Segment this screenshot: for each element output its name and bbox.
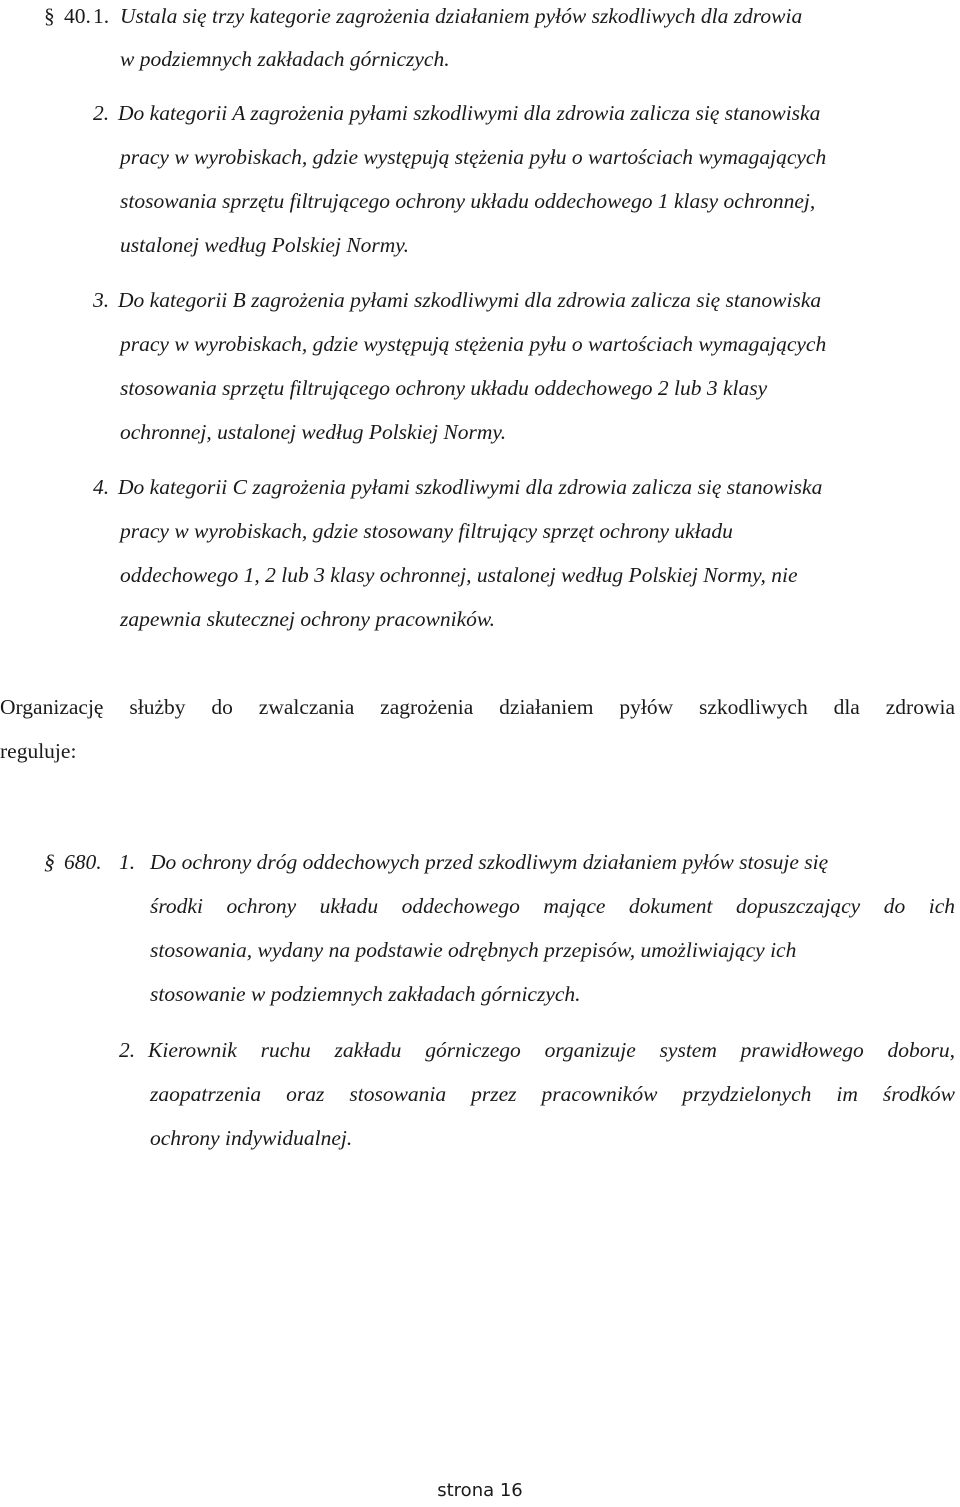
text-line: Do ochrony dróg oddechowych przed szkodliwym działaniem pyłów stosuje się: [150, 850, 829, 874]
section-symbol: §: [44, 850, 55, 874]
text-line: środki ochrony układu oddechowego mające dokument dopuszczający do ich: [150, 894, 955, 918]
text-line: Do kategorii B zagrożenia pyłami szkodliwymi dla zdrowia zalicza się stanowiska: [118, 288, 822, 312]
page-number: strona 16: [437, 1480, 523, 1501]
text-line: Do kategorii A zagrożenia pyłami szkodliwymi dla zdrowia zalicza się stanowiska: [118, 101, 821, 125]
text-line: oddechowego 1, 2 lub 3 klasy ochronnej, ustalonej według Polskiej Normy, nie: [120, 563, 798, 587]
section-number: 40.: [64, 4, 91, 28]
paragraph-number: 2.: [119, 1038, 136, 1062]
text-line: Do kategorii C zagrożenia pyłami szkodliwymi dla zdrowia zalicza się stanowiska: [118, 475, 823, 499]
section-symbol: §: [44, 4, 55, 28]
text-line: ochrony indywidualnej.: [150, 1126, 353, 1150]
text-line: stosowania, wydany na podstawie odrębnych przepisów, umożliwiający ich: [150, 938, 797, 962]
heading-line: reguluje:: [0, 739, 77, 763]
text-line: Kierownik ruchu zakładu górniczego organizuje system prawidłowego doboru,: [148, 1038, 955, 1062]
text-line: stosowania sprzętu filtrującego ochrony układu oddechowego 2 lub 3 klasy: [120, 376, 768, 400]
text-line: pracy w wyrobiskach, gdzie występują stężenia pyłu o wartościach wymagających: [120, 332, 827, 356]
section-number: 680.: [64, 850, 102, 874]
paragraph-number: 2.: [93, 101, 110, 125]
text-line: stosowanie w podziemnych zakładach górniczych.: [150, 982, 581, 1006]
paragraph-number: 1.: [93, 4, 110, 28]
paragraph-number: 4.: [93, 475, 110, 499]
heading-line: Organizację służby do zwalczania zagrożenia działaniem pyłów szkodliwych dla zdrowia: [0, 695, 955, 719]
text-line: stosowania sprzętu filtrującego ochrony układu oddechowego 1 klasy ochronnej,: [120, 189, 816, 213]
text-line: ochronnej, ustalonej według Polskiej Normy.: [120, 420, 507, 444]
text-line: ustalonej według Polskiej Normy.: [120, 233, 410, 257]
paragraph-number: 3.: [93, 288, 110, 312]
paragraph-number: 1.: [119, 850, 136, 874]
text-line: pracy w wyrobiskach, gdzie stosowany filtrujący sprzęt ochrony układu: [120, 519, 733, 543]
text-line: Ustala się trzy kategorie zagrożenia działaniem pyłów szkodliwych dla zdrowia: [120, 4, 803, 28]
text-line: zaopatrzenia oraz stosowania przez pracowników przydzielonych im środków: [150, 1082, 955, 1106]
text-line: pracy w wyrobiskach, gdzie występują stężenia pyłu o wartościach wymagających: [120, 145, 827, 169]
text-line: w podziemnych zakładach górniczych.: [120, 47, 450, 71]
text-line: zapewnia skutecznej ochrony pracowników.: [120, 607, 495, 631]
